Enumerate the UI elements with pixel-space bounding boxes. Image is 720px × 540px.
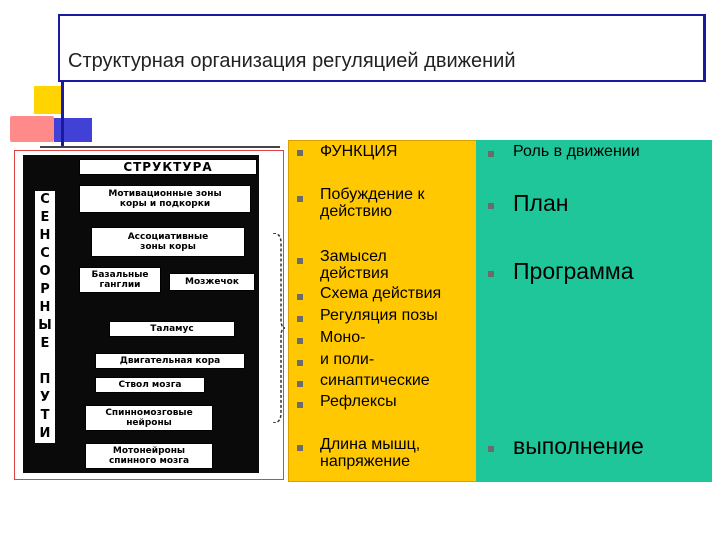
function-item-motivation: Побуждение к действию (320, 186, 425, 220)
function-item-posture: Регуляция позы (320, 307, 438, 324)
structure-diagram (14, 150, 284, 480)
box-motivational-zones: Мотивационные зоны коры и подкорки (79, 185, 251, 213)
decor-blue-square (54, 118, 92, 142)
bullet-icon (297, 258, 303, 264)
sensory-paths-letters: С Е Н С О Р Н Ы Е П У Т И (35, 191, 55, 443)
role-item-execution: выполнение (513, 433, 644, 459)
function-item-reflexes: Рефлексы (320, 393, 397, 410)
box-motor-cortex: Двигательная кора (95, 353, 245, 369)
box-cerebellum: Мозжечок (169, 273, 255, 291)
box-thalamus: Таламус (109, 321, 235, 337)
bullet-icon (297, 196, 303, 202)
decor-vertical-line (61, 82, 64, 148)
decor-yellow-square (34, 86, 62, 114)
role-item-plan: План (513, 190, 569, 216)
function-item-header: ФУНКЦИЯ (320, 143, 398, 160)
function-item-scheme: Схема действия (320, 285, 442, 302)
function-item-synaptic: синаптические (320, 372, 430, 389)
box-brainstem: Ствол мозга (95, 377, 205, 393)
brace-bracket (271, 233, 285, 423)
bullet-icon (297, 402, 303, 408)
box-spinal-neurons: Спинномозговые нейроны (85, 405, 213, 431)
function-item-intent: Замысел действия (320, 248, 389, 282)
bullet-icon (297, 294, 303, 300)
role-item-header: Роль в движении (513, 143, 640, 160)
diagram-background (23, 155, 259, 473)
bullet-icon (297, 150, 303, 156)
role-item-program: Программа (513, 258, 634, 284)
box-associative-zones: Ассоциативные зоны коры (91, 227, 245, 257)
box-basal-ganglia: Базальные ганглии (79, 267, 161, 293)
bullet-icon (488, 446, 494, 452)
bullet-icon (297, 381, 303, 387)
function-item-muscle-length: Длина мышц, напряжение (320, 436, 421, 470)
bullet-icon (297, 316, 303, 322)
role-panel (476, 140, 712, 482)
bullet-icon (297, 338, 303, 344)
function-item-mono: Моно- (320, 329, 366, 346)
decor-red-square (10, 116, 54, 142)
bullet-icon (297, 360, 303, 366)
slide-title: Структурная организация регуляцией движений (68, 50, 516, 72)
decor-horizontal-line (40, 146, 280, 148)
bullet-icon (488, 151, 494, 157)
function-item-poly: и поли- (320, 351, 375, 368)
bullet-icon (297, 445, 303, 451)
bullet-icon (488, 271, 494, 277)
box-motoneurons: Мотонейроны спинного мозга (85, 443, 213, 469)
diagram-header: СТРУКТУРА (79, 159, 257, 175)
bullet-icon (488, 203, 494, 209)
